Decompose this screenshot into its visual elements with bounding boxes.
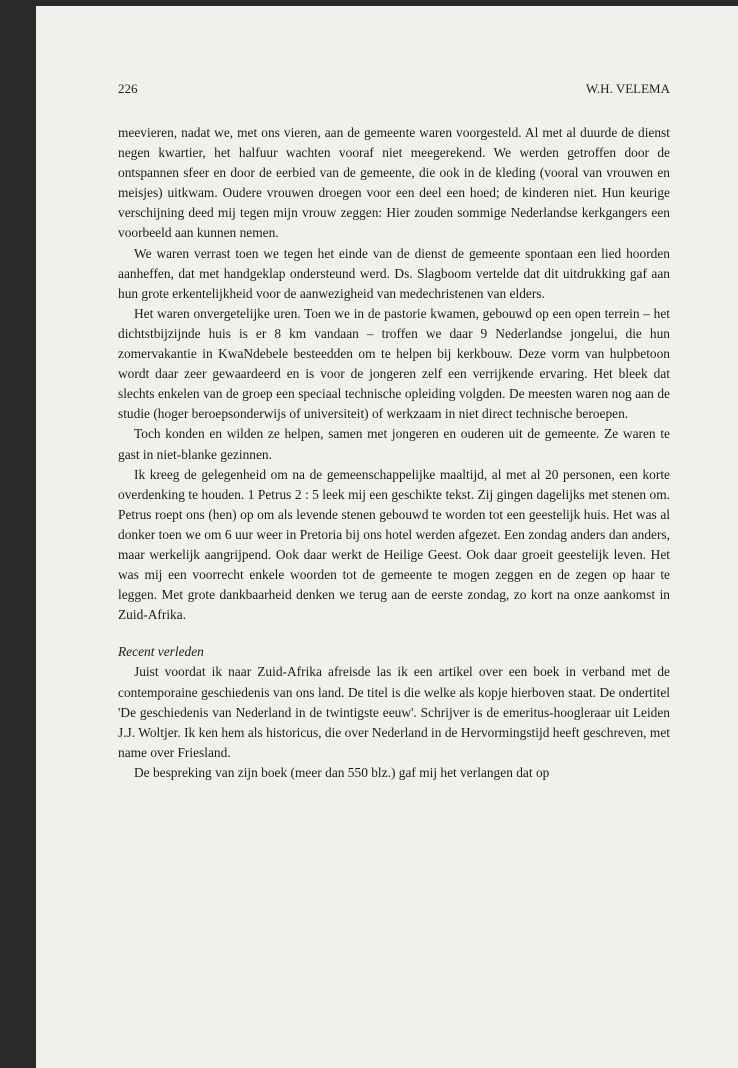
paragraph: meevieren, nadat we, met ons vieren, aan de gemeente waren voorgesteld. Al met al duurde de dienst negen kwartier, het halfuur wachten vooraf niet meegerekend. We werden getroffen door de ontspannen sfeer en door de eerbied van de gemeente, die ook in de kleding (vooral van vrouwen en meisjes) uitkwam. Oudere vrouwen droegen voor een deel een hoed; de kinderen niet. Hun keurige verschijning deed mij tegen mijn vrouw zeggen: Hier zouden sommige Nederlandse kerkgangers een voorbeeld aan kunnen nemen.: [118, 125, 670, 241]
paragraph: We waren verrast toen we tegen het einde van de dienst de gemeente spontaan een lied hoorden aanheffen, dat met handgeklap ondersteund werd. Ds. Slagboom vertelde dat dit uitdrukking gaf aan hun grote erkentelijkheid voor de aanwezigheid van medechristenen van elders.: [118, 245, 670, 301]
book-page: [36, 6, 738, 1068]
body-text: [118, 123, 670, 783]
section-heading: Recent verleden: [118, 644, 204, 660]
running-head: [118, 81, 670, 97]
paragraph: Het waren onvergetelijke uren. Toen we in de pastorie kwamen, gebouwd op een open terrein – het dichtstbijzijnde huis is er 8 km vandaan – troffen we daar 9 Nederlandse jongelui, die hun zomervakantie in KwaNdebele besteedden om te helpen bij kerkbouw. Deze vorm van hulpbetoon wordt daar zeer gewaardeerd en is voor de jongeren zelf een verrijkende ervaring. Het bleek dat slechts enkelen van de groep een speciaal technische opleiding volgden. De meesten waren nog aan de studie (hoger beroepsonderwijs of universiteit) of werkzaam in niet direct technische beroepen.: [118, 305, 670, 422]
paragraph: Toch konden en wilden ze helpen, samen met jongeren en ouderen uit de gemeente. Ze waren te gast in niet-blanke gezinnen.: [118, 426, 670, 462]
author-name: W.H. VELEMA: [585, 81, 670, 96]
paragraph: Juist voordat ik naar Zuid-Afrika afreisde las ik een artikel over een boek in verband met de contemporaine geschiedenis van ons land. De titel is die welke als kopje hierboven staat. De ondertitel 'De geschiedenis van Nederland in de twintigste eeuw'. Schrijver is de emeritus-hoogleraar uit Leiden J.J. Woltjer. Ik ken hem als historicus, die over Nederland in de Hervormingstijd heeft geschreven, met name over Friesland.: [118, 664, 670, 760]
page-number: 226: [118, 81, 138, 96]
paragraph: De bespreking van zijn boek (meer dan 550 blz.) gaf mij het verlangen dat op: [134, 764, 550, 780]
paragraph: Ik kreeg de gelegenheid om na de gemeenschappelijke maaltijd, al met al 20 personen, een korte overdenking te houden. 1 Petrus 2 : 5 leek mij een geschikte tekst. Zij gingen dagelijks met stenen om. Petrus roept ons (hen) op om als levende stenen gebouwd te worden tot een geestelijk huis. Het was al donker toen we om 6 uur weer in Pretoria bij ons hotel werden afgezet. Een zondag anders dan anders, maar werkelijk aangrijpend. Ook daar werkt de Heilige Geest. Ook daar groeit geestelijk leven. Het was mij een voorrecht enkele woorden tot de gemeente te mogen zeggen en de zegen op haar te leggen. Met grote dankbaarheid denken we terug aan de eerste zondag, zo kort na onze aankomst in Zuid-Afrika.: [118, 466, 670, 623]
